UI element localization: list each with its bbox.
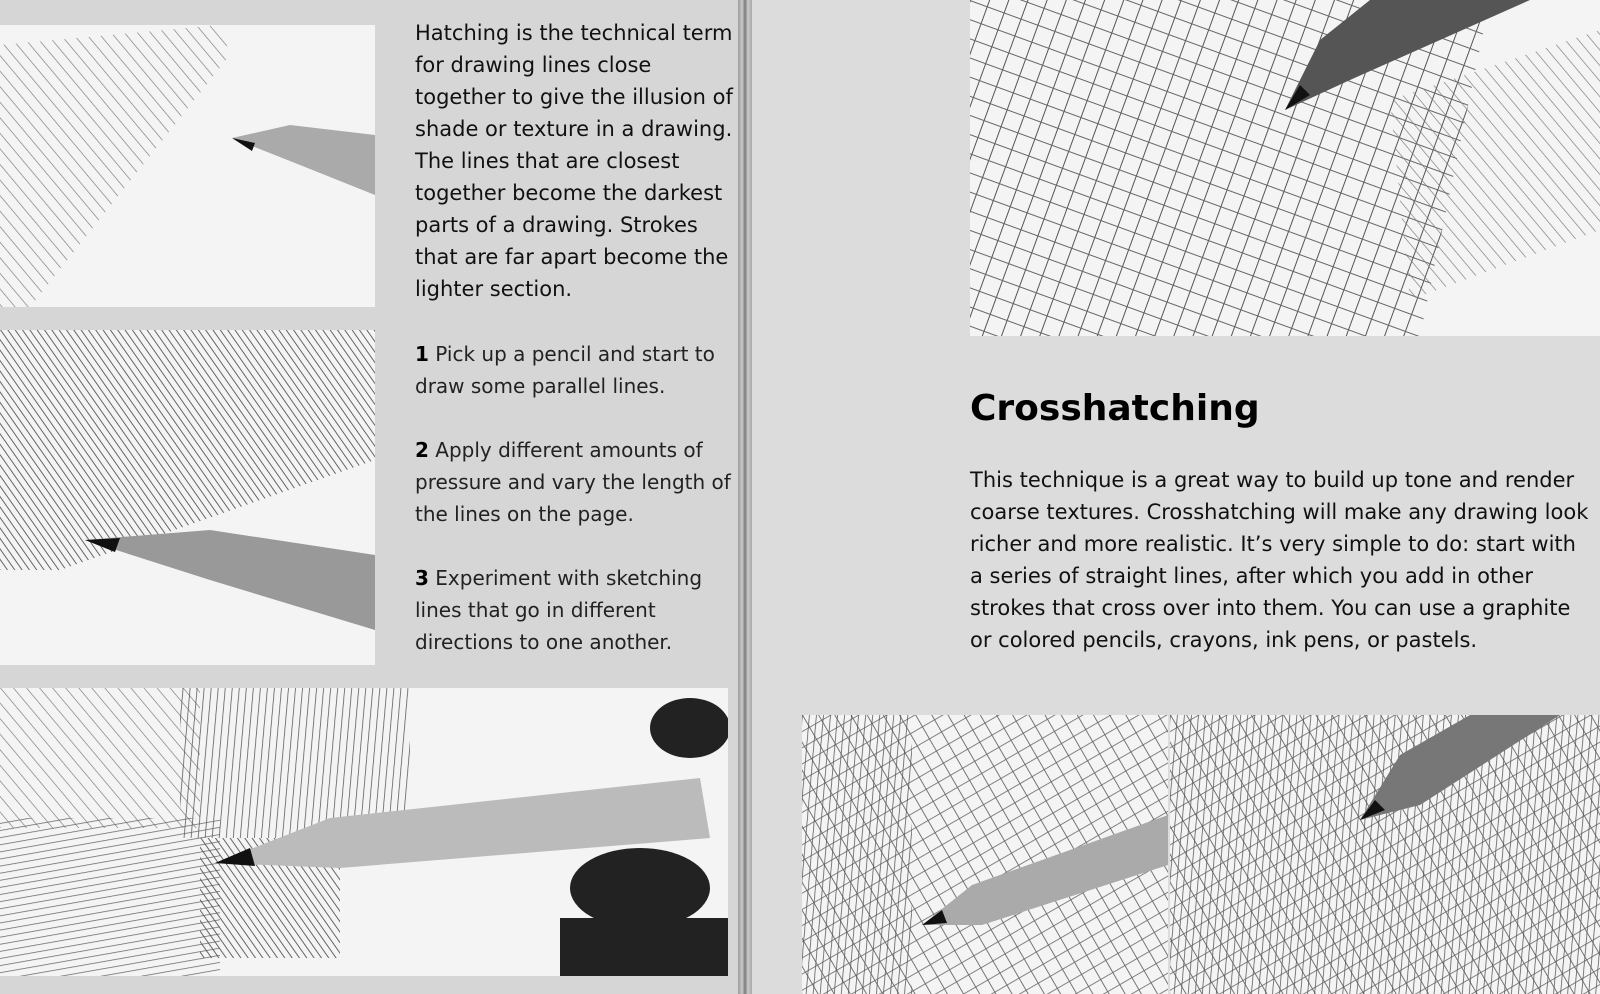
book-gutter xyxy=(738,0,752,994)
crosshatch-photo-bottom-left xyxy=(802,715,1168,994)
crosshatch-photo-bottom-right xyxy=(1170,715,1600,994)
crosshatch-photo-top xyxy=(970,0,1600,336)
hatching-photo-1 xyxy=(0,25,375,307)
pencil-icon xyxy=(232,125,375,195)
left-page xyxy=(0,0,738,994)
step-3 xyxy=(415,562,735,658)
crosshatching-heading: Crosshatching xyxy=(970,388,1260,429)
step-number: 3 xyxy=(415,566,429,590)
right-page xyxy=(752,0,1600,994)
step-text: Experiment with sketching lines that go in different directions to one another. xyxy=(415,566,703,654)
crosshatching-body: This technique is a great way to build up tone and render coarse textures. Crosshatching will make any drawing look richer and more realistic. It’s very simple to do: start with a series of straight lines, after which you add in other strokes that cross over into them. You can use a graphite or colored pencils, crayons, ink pens, or pastels. xyxy=(970,468,1589,652)
step-text: Pick up a pencil and start to draw some parallel lines. xyxy=(415,342,715,398)
step-number: 1 xyxy=(415,342,429,366)
step-number: 2 xyxy=(415,438,429,462)
step-text: Apply different amounts of pressure and vary the length of the lines on the page. xyxy=(415,438,731,526)
step-2 xyxy=(415,434,735,530)
hatching-photo-2 xyxy=(0,330,375,665)
hatching-intro: Hatching is the technical term for drawing lines close together to give the illusion of shade or texture in a drawing. The lines that are closest together become the darkest parts of a drawing. Strokes that are far apart become the lighter section. xyxy=(415,21,733,301)
hatching-photo-3 xyxy=(0,688,728,976)
pencil-icon xyxy=(85,530,375,630)
step-1 xyxy=(415,338,735,402)
